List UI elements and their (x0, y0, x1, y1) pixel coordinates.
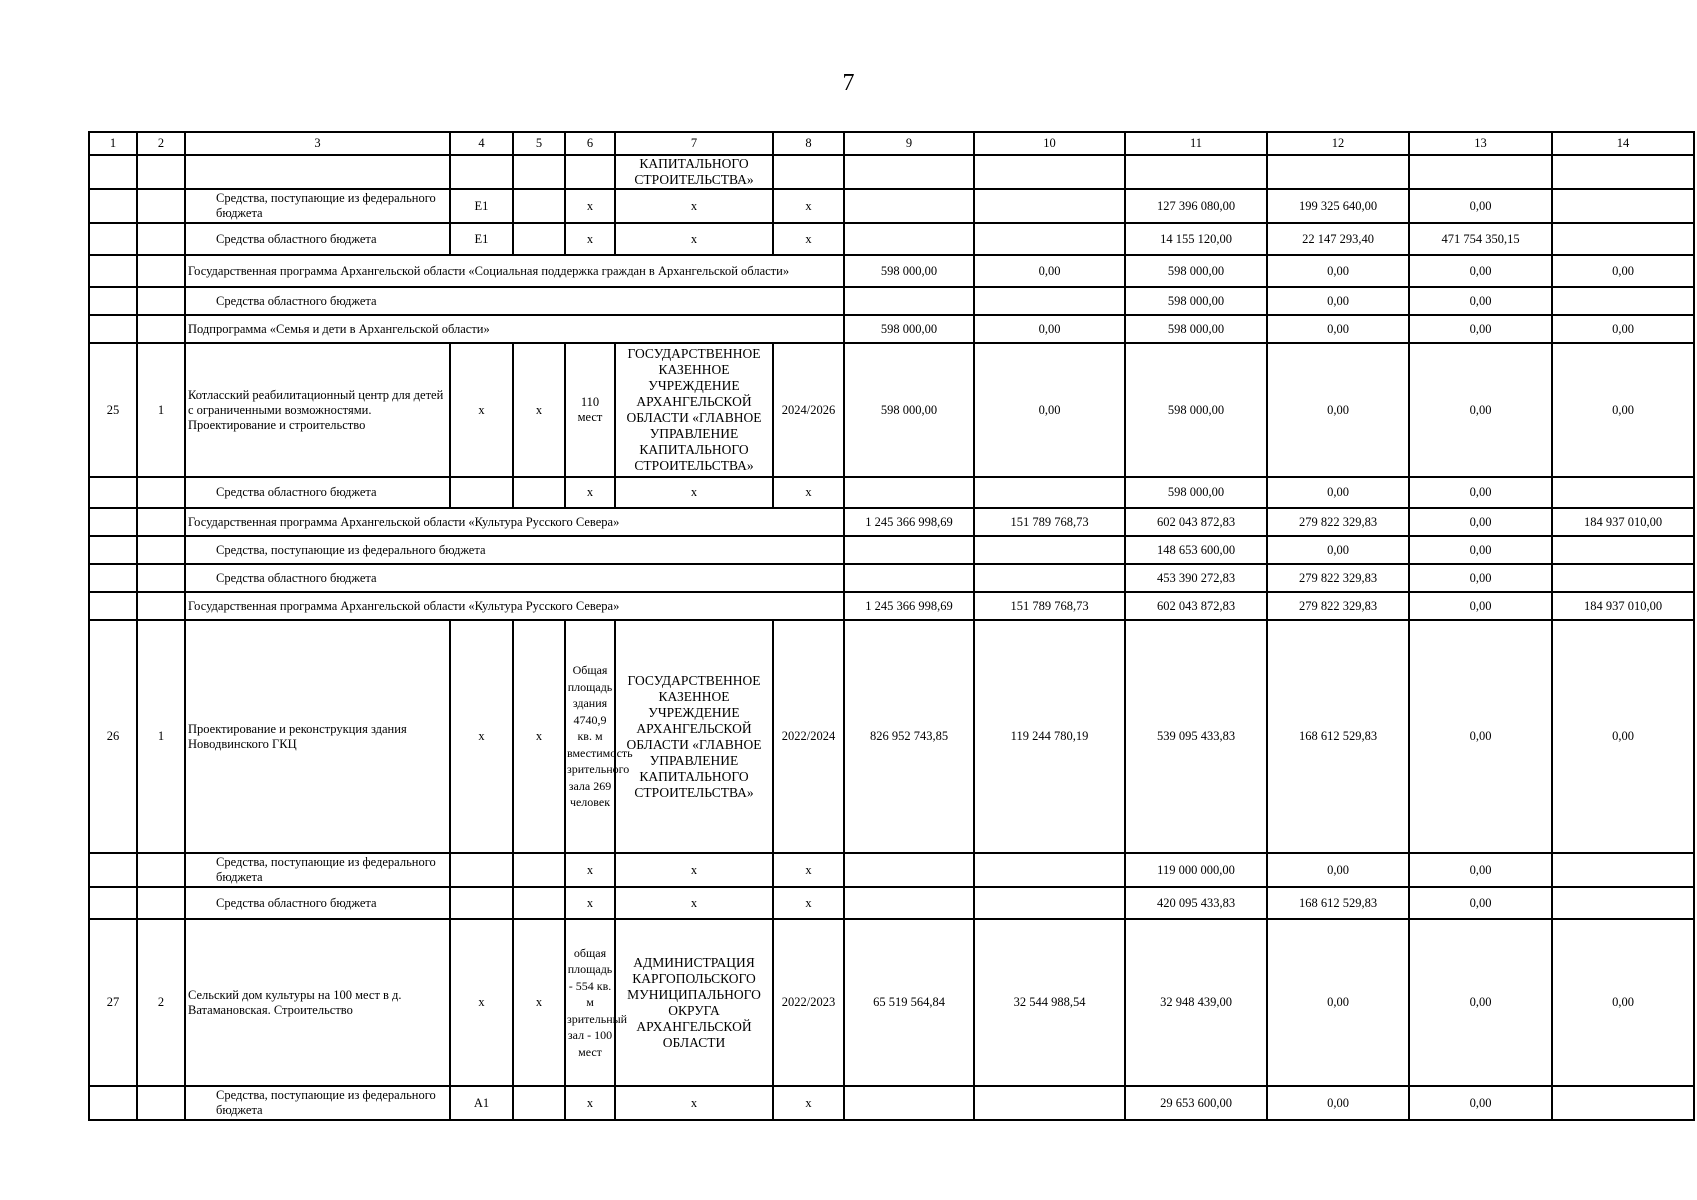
cell-row-number (89, 564, 137, 592)
cell-amount-9 (844, 477, 974, 508)
cell-name (185, 155, 450, 189)
cell-code: x (450, 620, 513, 853)
subprogram-title: Подпрограмма «Семья и дети в Архангельской области» (185, 315, 844, 343)
header-cell: 9 (844, 132, 974, 155)
cell-amount-10 (974, 477, 1125, 508)
cell-period: 2022/2023 (773, 919, 844, 1086)
cell-amount-13: 0,00 (1409, 853, 1552, 887)
cell-amount-12: 0,00 (1267, 477, 1409, 508)
program-title: Государственная программа Архангельской области «Культура Русского Севера» (185, 508, 844, 536)
cell-row-number (89, 508, 137, 536)
cell-item-number: 1 (137, 343, 185, 477)
cell-row-number: 27 (89, 919, 137, 1086)
cell-amount-9: 598 000,00 (844, 315, 974, 343)
header-cell: 2 (137, 132, 185, 155)
cell-period: 2024/2026 (773, 343, 844, 477)
cell-amount-14 (1552, 287, 1694, 315)
cell-amount-12: 168 612 529,83 (1267, 620, 1409, 853)
header-cell: 11 (1125, 132, 1267, 155)
cell-col5 (513, 155, 565, 189)
cell-item-number (137, 223, 185, 255)
cell-customer: АДМИНИСТРАЦИЯ КАРГОПОЛЬСКОГО МУНИЦИПАЛЬНОГО ОКРУГА АРХАНГЕЛЬСКОЙ ОБЛАСТИ (615, 919, 773, 1086)
cell-item-number (137, 536, 185, 564)
cell-name: Средства областного бюджета (185, 223, 450, 255)
cell-amount-12: 279 822 329,83 (1267, 592, 1409, 620)
cell-row-number (89, 887, 137, 919)
cell-period: x (773, 1086, 844, 1120)
cell-amount-14: 184 937 010,00 (1552, 592, 1694, 620)
cell-name: Средства областного бюджета (185, 564, 844, 592)
cell-amount-13: 471 754 350,15 (1409, 223, 1552, 255)
cell-amount-12: 279 822 329,83 (1267, 508, 1409, 536)
cell-amount-9: 598 000,00 (844, 255, 974, 287)
cell-amount-9: 65 519 564,84 (844, 919, 974, 1086)
cell-row-number (89, 315, 137, 343)
cell-item-number: 2 (137, 919, 185, 1086)
cell-amount-11: 148 653 600,00 (1125, 536, 1267, 564)
cell-capacity: Общая площадь здания 4740,9 кв. м вместимость зрительного зала 269 человек (565, 620, 615, 853)
cell-name: Средства областного бюджета (185, 887, 450, 919)
cell-period: x (773, 477, 844, 508)
cell-name: Средства, поступающие из федерального бюджета (185, 1086, 450, 1120)
cell-amount-14 (1552, 536, 1694, 564)
cell-row-number (89, 223, 137, 255)
cell-amount-14: 0,00 (1552, 343, 1694, 477)
cell-code: A1 (450, 1086, 513, 1120)
cell-amount-13: 0,00 (1409, 315, 1552, 343)
cell-amount-12: 0,00 (1267, 343, 1409, 477)
cell-name: Средства, поступающие из федерального бюджета (185, 189, 450, 223)
cell-name: Сельский дом культуры на 100 мест в д. Ватамановская. Строительство (185, 919, 450, 1086)
cell-amount-12 (1267, 155, 1409, 189)
cell-amount-11: 602 043 872,83 (1125, 508, 1267, 536)
cell-amount-9: 598 000,00 (844, 343, 974, 477)
cell-item-number (137, 592, 185, 620)
cell-customer: ГОСУДАРСТВЕННОЕ КАЗЕННОЕ УЧРЕЖДЕНИЕ АРХАНГЕЛЬСКОЙ ОБЛАСТИ «ГЛАВНОЕ УПРАВЛЕНИЕ КАПИТАЛЬНОГО СТРОИТЕЛЬСТВА» (615, 620, 773, 853)
cell-row-number (89, 477, 137, 508)
cell-amount-14 (1552, 1086, 1694, 1120)
cell-amount-12: 279 822 329,83 (1267, 564, 1409, 592)
cell-amount-12: 168 612 529,83 (1267, 887, 1409, 919)
cell-amount-12: 199 325 640,00 (1267, 189, 1409, 223)
cell-code: E1 (450, 223, 513, 255)
cell-amount-11: 127 396 080,00 (1125, 189, 1267, 223)
cell-amount-10: 0,00 (974, 315, 1125, 343)
cell-amount-10 (974, 155, 1125, 189)
program-title: Государственная программа Архангельской области «Культура Русского Севера» (185, 592, 844, 620)
cell-amount-14 (1552, 189, 1694, 223)
cell-code (450, 477, 513, 508)
cell-amount-14: 0,00 (1552, 620, 1694, 853)
cell-amount-12: 0,00 (1267, 1086, 1409, 1120)
cell-amount-10: 0,00 (974, 255, 1125, 287)
cell-name: Средства областного бюджета (185, 477, 450, 508)
table-row (89, 255, 1694, 287)
cell-amount-14 (1552, 564, 1694, 592)
cell-code: x (450, 919, 513, 1086)
cell-amount-11: 598 000,00 (1125, 255, 1267, 287)
cell-customer: КАПИТАЛЬНОГО СТРОИТЕЛЬСТВА» (615, 155, 773, 189)
table-row (89, 315, 1694, 343)
table-row (89, 620, 1694, 853)
cell-item-number (137, 255, 185, 287)
cell-amount-13: 0,00 (1409, 189, 1552, 223)
cell-capacity: x (565, 887, 615, 919)
cell-customer: ГОСУДАРСТВЕННОЕ КАЗЕННОЕ УЧРЕЖДЕНИЕ АРХАНГЕЛЬСКОЙ ОБЛАСТИ «ГЛАВНОЕ УПРАВЛЕНИЕ КАПИТАЛЬНОГО СТРОИТЕЛЬСТВА» (615, 343, 773, 477)
cell-amount-11: 32 948 439,00 (1125, 919, 1267, 1086)
cell-row-number (89, 592, 137, 620)
table-row (89, 223, 1694, 255)
cell-item-number (137, 155, 185, 189)
cell-col5 (513, 477, 565, 508)
cell-col5: x (513, 620, 565, 853)
cell-amount-14 (1552, 155, 1694, 189)
cell-item-number: 1 (137, 620, 185, 853)
header-cell: 12 (1267, 132, 1409, 155)
table-header-row (89, 132, 1694, 155)
cell-amount-14: 0,00 (1552, 919, 1694, 1086)
header-cell: 10 (974, 132, 1125, 155)
cell-amount-12: 0,00 (1267, 315, 1409, 343)
cell-row-number (89, 287, 137, 315)
cell-amount-11: 29 653 600,00 (1125, 1086, 1267, 1120)
cell-amount-12: 0,00 (1267, 853, 1409, 887)
cell-capacity: x (565, 853, 615, 887)
cell-amount-10 (974, 564, 1125, 592)
cell-amount-14: 184 937 010,00 (1552, 508, 1694, 536)
cell-period: 2022/2024 (773, 620, 844, 853)
cell-amount-9 (844, 1086, 974, 1120)
header-cell: 8 (773, 132, 844, 155)
cell-amount-13: 0,00 (1409, 564, 1552, 592)
table-row (89, 564, 1694, 592)
cell-amount-13: 0,00 (1409, 592, 1552, 620)
cell-amount-10: 151 789 768,73 (974, 592, 1125, 620)
table-row (89, 887, 1694, 919)
cell-item-number (137, 315, 185, 343)
cell-row-number: 26 (89, 620, 137, 853)
cell-amount-11: 453 390 272,83 (1125, 564, 1267, 592)
cell-amount-13: 0,00 (1409, 536, 1552, 564)
cell-capacity: x (565, 223, 615, 255)
cell-amount-9: 826 952 743,85 (844, 620, 974, 853)
cell-amount-11: 598 000,00 (1125, 287, 1267, 315)
cell-amount-13: 0,00 (1409, 1086, 1552, 1120)
cell-item-number (137, 853, 185, 887)
cell-name: Средства областного бюджета (185, 287, 844, 315)
cell-name: Средства, поступающие из федерального бюджета (185, 853, 450, 887)
cell-row-number (89, 189, 137, 223)
cell-amount-13 (1409, 155, 1552, 189)
cell-col5 (513, 223, 565, 255)
cell-col5 (513, 853, 565, 887)
cell-capacity: x (565, 189, 615, 223)
cell-amount-13: 0,00 (1409, 343, 1552, 477)
cell-amount-9 (844, 189, 974, 223)
cell-col5: x (513, 343, 565, 477)
table-row (89, 343, 1694, 477)
cell-amount-11: 14 155 120,00 (1125, 223, 1267, 255)
cell-col5 (513, 1086, 565, 1120)
cell-amount-9 (844, 155, 974, 189)
header-cell: 6 (565, 132, 615, 155)
cell-customer: x (615, 887, 773, 919)
cell-customer: x (615, 1086, 773, 1120)
cell-amount-11: 598 000,00 (1125, 343, 1267, 477)
cell-amount-11: 539 095 433,83 (1125, 620, 1267, 853)
cell-amount-12: 0,00 (1267, 287, 1409, 315)
table-row (89, 508, 1694, 536)
budget-table (88, 131, 1695, 1121)
cell-amount-9: 1 245 366 998,69 (844, 508, 974, 536)
cell-amount-13: 0,00 (1409, 287, 1552, 315)
cell-item-number (137, 1086, 185, 1120)
cell-row-number: 25 (89, 343, 137, 477)
header-cell: 3 (185, 132, 450, 155)
cell-amount-11: 598 000,00 (1125, 315, 1267, 343)
cell-amount-14 (1552, 477, 1694, 508)
table-row (89, 919, 1694, 1086)
table-row (89, 592, 1694, 620)
program-title: Государственная программа Архангельской области «Социальная поддержка граждан в Архангельской области» (185, 255, 844, 287)
cell-amount-11: 602 043 872,83 (1125, 592, 1267, 620)
cell-col5 (513, 189, 565, 223)
cell-period: x (773, 189, 844, 223)
cell-item-number (137, 477, 185, 508)
cell-amount-10: 151 789 768,73 (974, 508, 1125, 536)
cell-amount-13: 0,00 (1409, 919, 1552, 1086)
cell-amount-14: 0,00 (1552, 315, 1694, 343)
cell-period: x (773, 887, 844, 919)
cell-amount-12: 0,00 (1267, 919, 1409, 1086)
header-cell: 7 (615, 132, 773, 155)
cell-row-number (89, 536, 137, 564)
cell-amount-9 (844, 287, 974, 315)
cell-amount-13: 0,00 (1409, 620, 1552, 853)
cell-amount-9 (844, 887, 974, 919)
cell-name: Проектирование и реконструкция здания Новодвинского ГКЦ (185, 620, 450, 853)
cell-amount-10: 119 244 780,19 (974, 620, 1125, 853)
cell-item-number (137, 287, 185, 315)
cell-item-number (137, 508, 185, 536)
cell-customer: x (615, 223, 773, 255)
cell-amount-13: 0,00 (1409, 508, 1552, 536)
cell-amount-11: 598 000,00 (1125, 477, 1267, 508)
cell-amount-14 (1552, 223, 1694, 255)
table-row (89, 1086, 1694, 1120)
cell-name: Котласский реабилитационный центр для детей с ограниченными возможностями. Проектирование и строительство (185, 343, 450, 477)
cell-period (773, 155, 844, 189)
cell-period: x (773, 223, 844, 255)
cell-customer: x (615, 189, 773, 223)
table-row (89, 477, 1694, 508)
table-row (89, 853, 1694, 887)
cell-code (450, 853, 513, 887)
cell-amount-9: 1 245 366 998,69 (844, 592, 974, 620)
cell-col5 (513, 887, 565, 919)
cell-row-number (89, 1086, 137, 1120)
cell-capacity: 110 мест (565, 343, 615, 477)
cell-amount-12: 0,00 (1267, 255, 1409, 287)
cell-item-number (137, 564, 185, 592)
cell-period: x (773, 853, 844, 887)
cell-amount-10 (974, 223, 1125, 255)
page-number: 7 (842, 70, 855, 96)
cell-amount-13: 0,00 (1409, 887, 1552, 919)
cell-amount-13: 0,00 (1409, 477, 1552, 508)
table-row (89, 536, 1694, 564)
cell-amount-10 (974, 1086, 1125, 1120)
cell-amount-10: 0,00 (974, 343, 1125, 477)
cell-amount-10: 32 544 988,54 (974, 919, 1125, 1086)
cell-row-number (89, 255, 137, 287)
cell-col5: x (513, 919, 565, 1086)
header-cell: 4 (450, 132, 513, 155)
cell-amount-13: 0,00 (1409, 255, 1552, 287)
cell-name: Средства, поступающие из федерального бюджета (185, 536, 844, 564)
cell-amount-14 (1552, 853, 1694, 887)
cell-amount-12: 22 147 293,40 (1267, 223, 1409, 255)
table-row (89, 287, 1694, 315)
cell-row-number (89, 155, 137, 189)
cell-amount-12: 0,00 (1267, 536, 1409, 564)
cell-amount-10 (974, 536, 1125, 564)
cell-capacity: x (565, 1086, 615, 1120)
cell-amount-9 (844, 223, 974, 255)
cell-capacity: x (565, 477, 615, 508)
cell-amount-10 (974, 287, 1125, 315)
cell-code: E1 (450, 189, 513, 223)
header-cell: 13 (1409, 132, 1552, 155)
cell-amount-10 (974, 853, 1125, 887)
cell-amount-9 (844, 853, 974, 887)
cell-row-number (89, 853, 137, 887)
cell-amount-11: 420 095 433,83 (1125, 887, 1267, 919)
cell-code (450, 887, 513, 919)
table-row (89, 189, 1694, 223)
header-cell: 1 (89, 132, 137, 155)
cell-code (450, 155, 513, 189)
cell-capacity: общая площадь - 554 кв. м зрительный зал - 100 мест (565, 919, 615, 1086)
cell-code: x (450, 343, 513, 477)
cell-item-number (137, 887, 185, 919)
cell-amount-9 (844, 536, 974, 564)
header-cell: 14 (1552, 132, 1694, 155)
cell-amount-14 (1552, 887, 1694, 919)
cell-item-number (137, 189, 185, 223)
cell-amount-10 (974, 189, 1125, 223)
cell-amount-10 (974, 887, 1125, 919)
cell-amount-11: 119 000 000,00 (1125, 853, 1267, 887)
cell-customer: x (615, 853, 773, 887)
cell-capacity (565, 155, 615, 189)
table-row (89, 155, 1694, 189)
cell-amount-11 (1125, 155, 1267, 189)
cell-customer: x (615, 477, 773, 508)
cell-amount-9 (844, 564, 974, 592)
cell-amount-14: 0,00 (1552, 255, 1694, 287)
header-cell: 5 (513, 132, 565, 155)
